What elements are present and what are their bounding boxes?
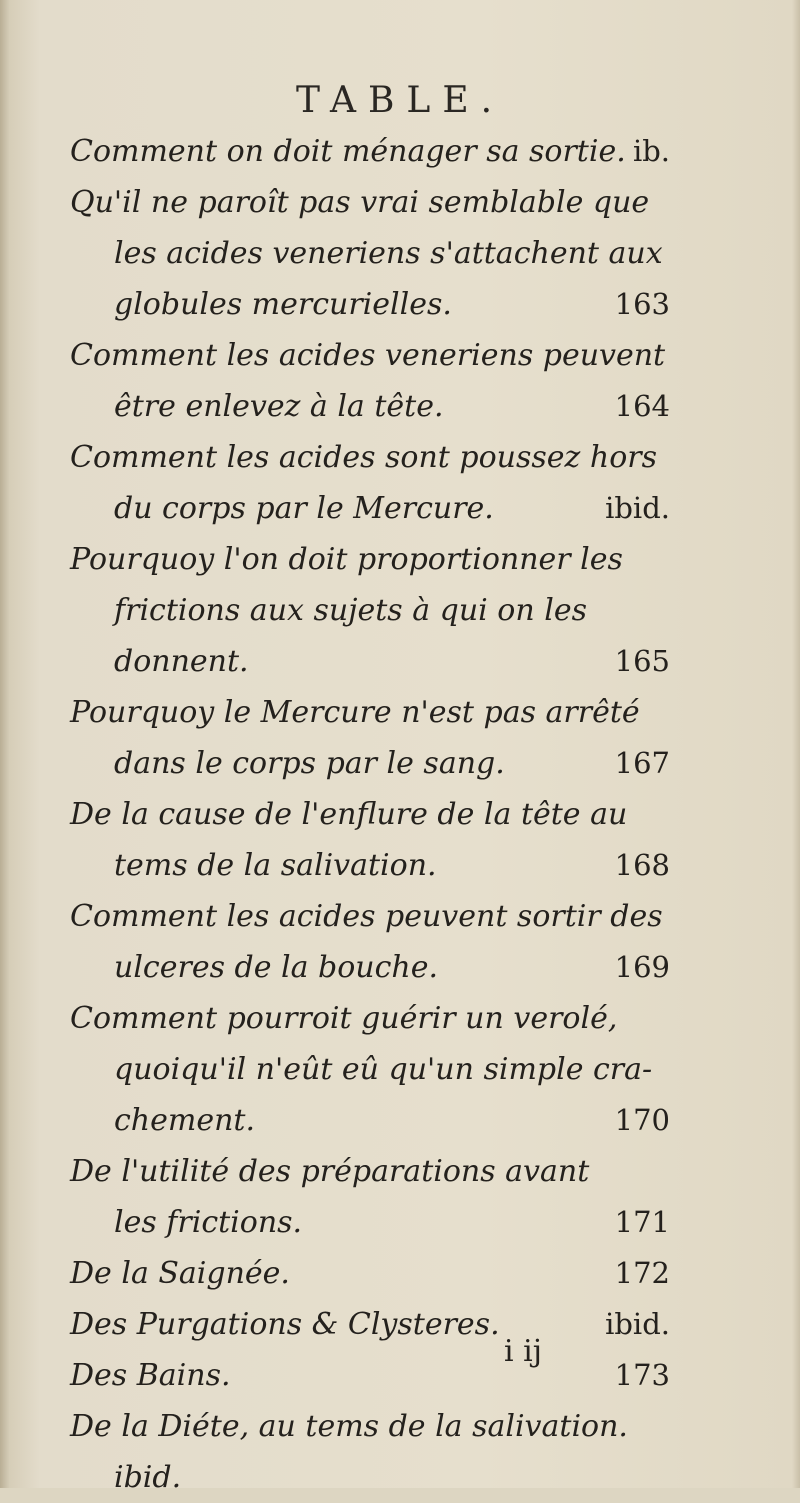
toc-entry-text: Comment pourroit guérir un verolé, — [70, 1001, 618, 1036]
toc-page-number: ibid. — [605, 1307, 670, 1341]
toc-line — [70, 993, 670, 1044]
toc-entry-text: Comment les acides peuvent sortir des — [70, 899, 663, 934]
toc-page-number: ib. — [632, 134, 670, 168]
page-left-edge — [0, 0, 10, 1488]
toc-page-number: 169 — [614, 950, 670, 984]
toc-entry-text: Pourquoy l'on doit proportionner les — [70, 542, 623, 577]
toc-entry-text: Comment on doit ménager sa sortie. — [70, 134, 626, 169]
toc-entry-text: du corps par le Mercure. — [114, 491, 494, 526]
toc-entry-text: les frictions. — [114, 1205, 303, 1240]
toc-line — [70, 483, 670, 534]
toc-entry-text: Des Purgations & Clysteres. — [70, 1307, 500, 1342]
toc-entry-text: Comment les acides veneriens peuvent — [70, 338, 666, 373]
toc-page-number: 167 — [614, 746, 670, 780]
toc-line — [70, 687, 670, 738]
toc-line — [70, 1095, 670, 1146]
toc-entry-text: De l'utilité des préparations avant — [70, 1154, 590, 1189]
toc-line — [70, 279, 670, 330]
toc-line — [70, 381, 670, 432]
toc-line — [70, 840, 670, 891]
toc-line — [70, 1248, 670, 1299]
toc-entry-text: Comment les acides sont poussez hors — [70, 440, 657, 475]
toc-entry-text: De la Saignée. — [70, 1256, 290, 1291]
toc-page-number: 165 — [614, 644, 670, 678]
toc-page-number: 168 — [614, 848, 670, 882]
toc-entry-text: les acides veneriens s'attachent aux — [114, 236, 663, 271]
toc-page-number: 173 — [614, 1358, 670, 1392]
toc-entry-text: être enlevez à la tête. — [114, 389, 444, 424]
table-of-contents — [70, 126, 670, 1503]
toc-line — [70, 942, 670, 993]
toc-line — [70, 1197, 670, 1248]
toc-line — [70, 1044, 670, 1095]
toc-entry-text: globules mercurielles. — [114, 287, 452, 322]
toc-page-number: 172 — [614, 1256, 670, 1290]
toc-line — [70, 1401, 670, 1452]
toc-line — [70, 126, 670, 177]
toc-line — [70, 738, 670, 789]
toc-line — [70, 228, 670, 279]
toc-entry-text: ibid. — [114, 1460, 182, 1495]
toc-page-number: 164 — [614, 389, 670, 423]
page-right-edge — [792, 0, 800, 1488]
toc-page-number: 170 — [614, 1103, 670, 1137]
toc-line — [70, 636, 670, 687]
toc-entry-text: Pourquoy le Mercure n'est pas arrêté — [70, 695, 640, 730]
toc-entry-text: Des Bains. — [70, 1358, 231, 1393]
toc-line — [70, 585, 670, 636]
toc-line — [70, 789, 670, 840]
signature-mark: i ij — [504, 1334, 543, 1369]
toc-line — [70, 432, 670, 483]
toc-entry-text: dans le corps par le sang. — [114, 746, 505, 781]
toc-entry-text: chement. — [114, 1103, 255, 1138]
toc-line — [70, 330, 670, 381]
toc-entry-text: tems de la salivation. — [114, 848, 437, 883]
toc-page-number: ibid. — [605, 491, 670, 525]
toc-entry-text: De la Diéte, au tems de la salivation. — [70, 1409, 628, 1444]
toc-line — [70, 177, 670, 228]
toc-page-number: 171 — [614, 1205, 670, 1239]
toc-entry-text: frictions aux sujets à qui on les — [114, 593, 587, 628]
toc-line — [70, 891, 670, 942]
toc-entry-text: ulceres de la bouche. — [114, 950, 439, 985]
toc-line — [70, 1452, 670, 1503]
toc-line — [70, 1299, 670, 1350]
toc-entry-text: donnent. — [114, 644, 249, 679]
toc-entry-text: Qu'il ne paroît pas vrai semblable que — [70, 185, 650, 220]
toc-line — [70, 1350, 670, 1401]
toc-entry-text: quoiqu'il n'eût eû qu'un simple cra- — [114, 1052, 653, 1087]
toc-line — [70, 1146, 670, 1197]
toc-entry-text: De la cause de l'enflure de la tête au — [70, 797, 628, 832]
toc-line — [70, 534, 670, 585]
page-header: TABLE. — [295, 80, 505, 121]
toc-page-number: 163 — [614, 287, 670, 321]
